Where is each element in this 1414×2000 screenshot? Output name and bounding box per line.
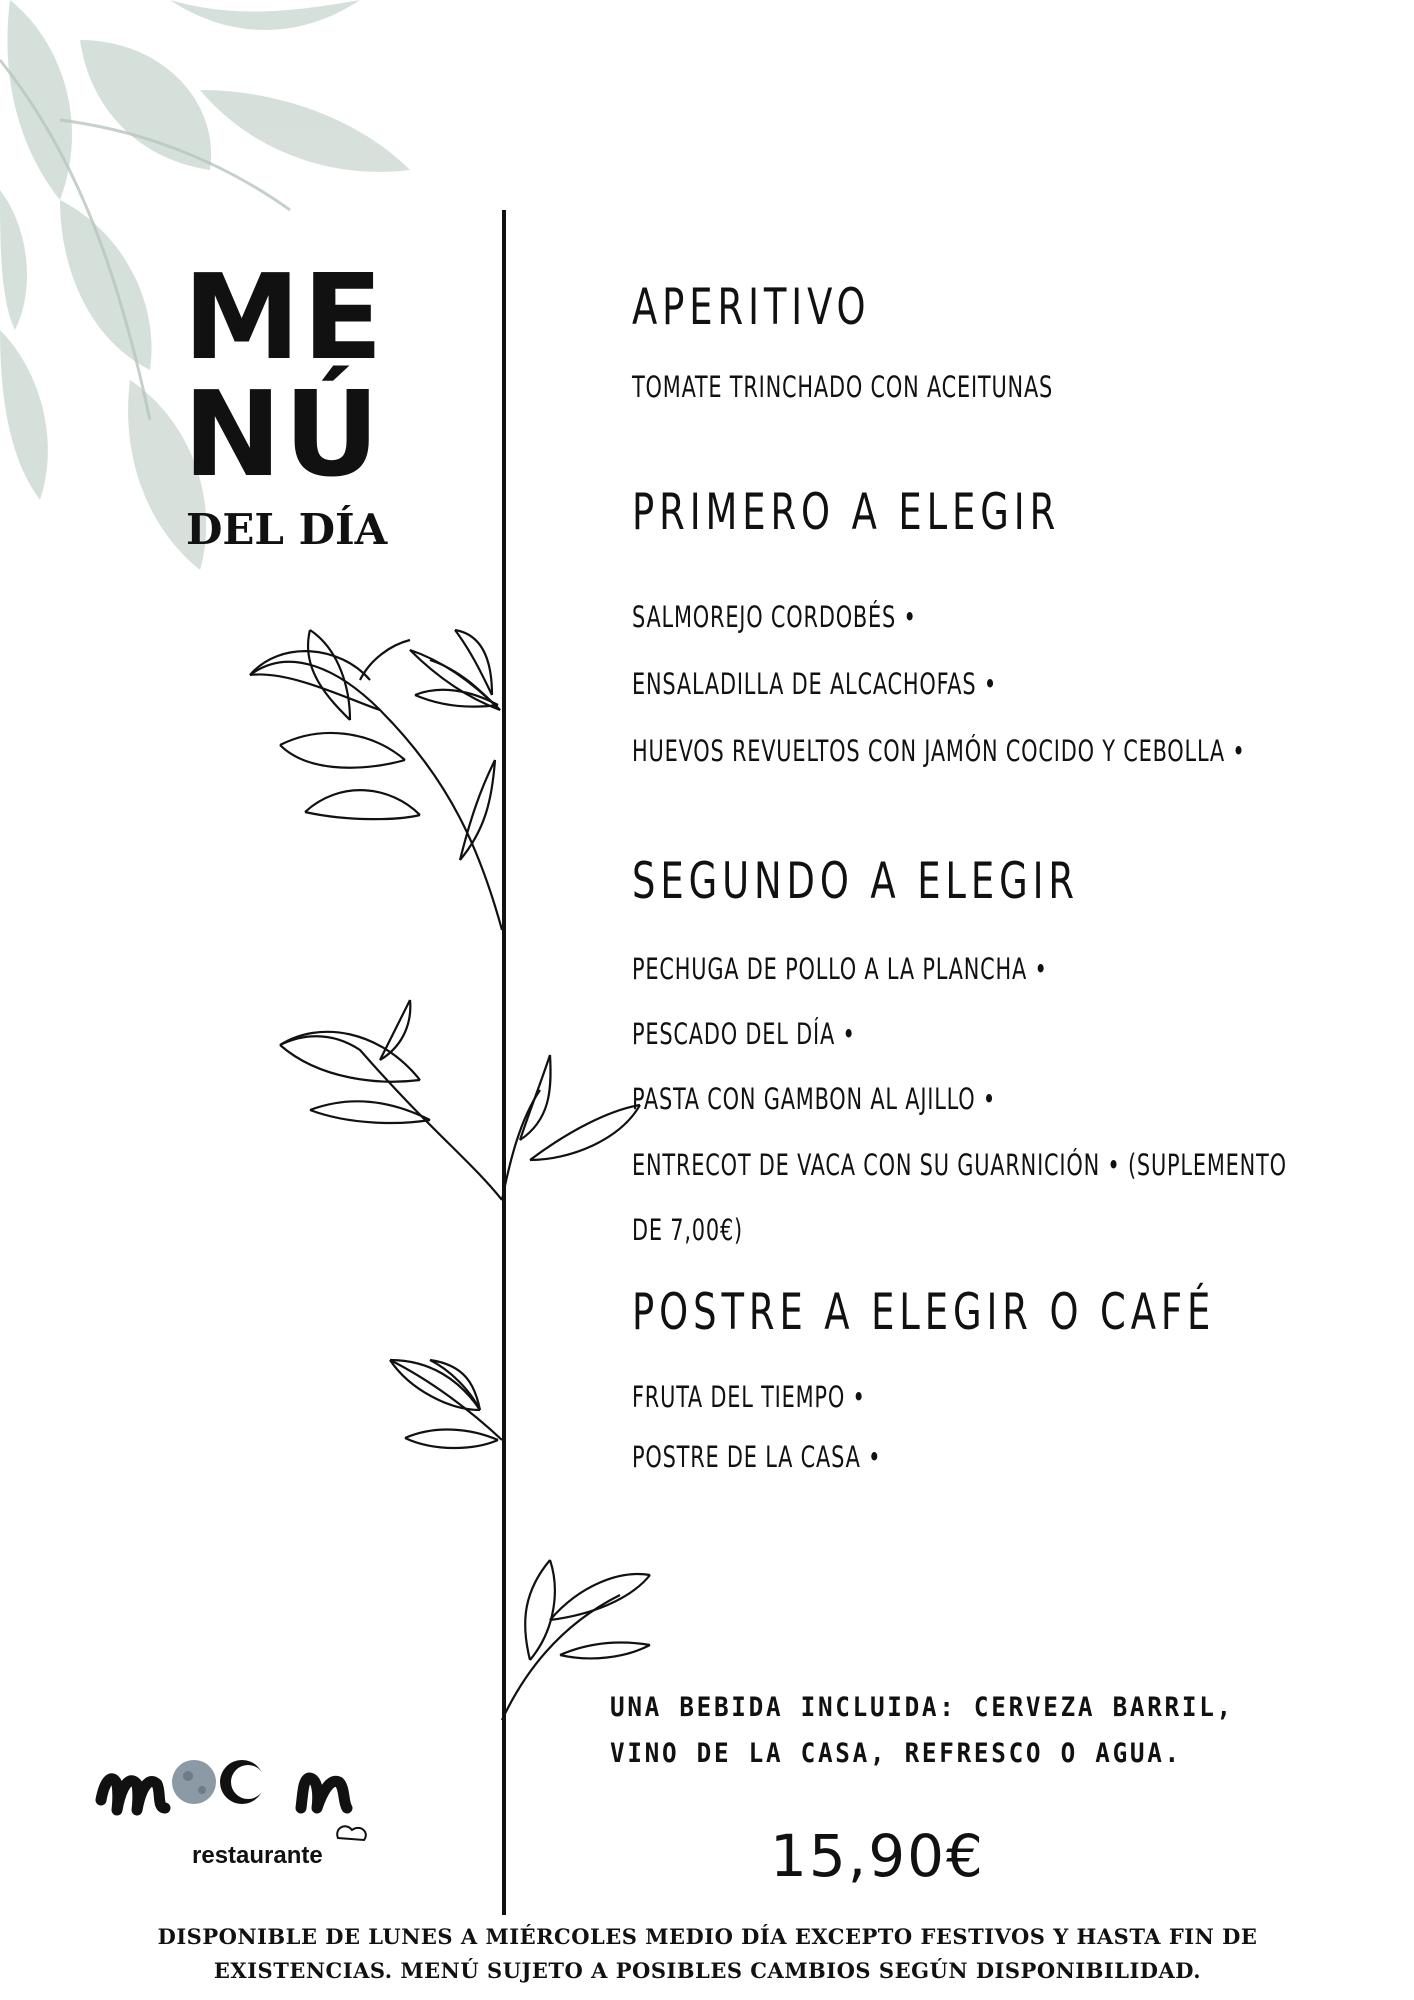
menu-item: PASTA CON GAMBON AL AJILLO • <box>632 1082 997 1116</box>
section-primero <box>632 483 1246 768</box>
section-title: APERITIVO <box>632 278 871 336</box>
logo-letters-art <box>95 1738 355 1838</box>
menu-item: TOMATE TRINCHADO CON ACEITUNAS <box>632 370 1054 404</box>
menu-title-line3: DEL DÍA <box>186 505 388 554</box>
menu-item: POSTRE DE LA CASA • <box>632 1440 882 1474</box>
menu-item: HUEVOS REVUELTOS CON JAMÓN COCIDO Y CEBOLLA • <box>632 734 1246 768</box>
section-title: POSTRE A ELEGIR O CAFÉ <box>632 1283 1216 1341</box>
menu-item: FRUTA DEL TIEMPO • <box>632 1380 866 1414</box>
section-title: PRIMERO A ELEGIR <box>632 483 1061 541</box>
menu-item: PECHUGA DE POLLO A LA PLANCHA • <box>632 952 1048 986</box>
section-postre <box>632 1283 1343 1474</box>
drink-line2: VINO DE LA CASA, REFRESCO O AGUA. <box>610 1738 1182 1769</box>
section-aperitivo <box>632 278 1054 404</box>
menu-title-line2: NÚ <box>183 365 382 503</box>
logo-subtitle: restaurante <box>192 1842 323 1869</box>
menu-item: ENSALADILLA DE ALCACHOFAS • <box>632 667 997 701</box>
footer-line2: EXISTENCIAS. MENÚ SUJETO A POSIBLES CAMBIOS SEGÚN DISPONIBILIDAD. <box>213 1958 1202 1983</box>
drink-included-note <box>610 1685 1234 1777</box>
branch-line-art-decoration <box>230 600 670 1720</box>
menu-item: DE 7,00€) <box>632 1213 743 1247</box>
footer-line1: DISPONIBLE DE LUNES A MIÉRCOLES MEDIO DÍA EXCEPTO FESTIVOS Y HASTA FIN DE <box>157 1924 1258 1949</box>
menu-price: 15,90€ <box>770 1822 985 1890</box>
section-segundo <box>632 852 1287 1247</box>
menu-item: PESCADO DEL DÍA • <box>632 1017 856 1051</box>
menu-item: SALMOREJO CORDOBÉS • <box>632 600 917 634</box>
menu-title-line1: ME <box>183 248 386 386</box>
availability-footer-note <box>150 1920 1265 1988</box>
section-title: SEGUNDO A ELEGIR <box>632 852 1079 910</box>
menu-item: ENTRECOT DE VACA CON SU GUARNICIÓN • (SUPLEMENTO <box>632 1148 1287 1182</box>
drink-line1: UNA BEBIDA INCLUIDA: CERVEZA BARRIL, <box>610 1692 1234 1723</box>
